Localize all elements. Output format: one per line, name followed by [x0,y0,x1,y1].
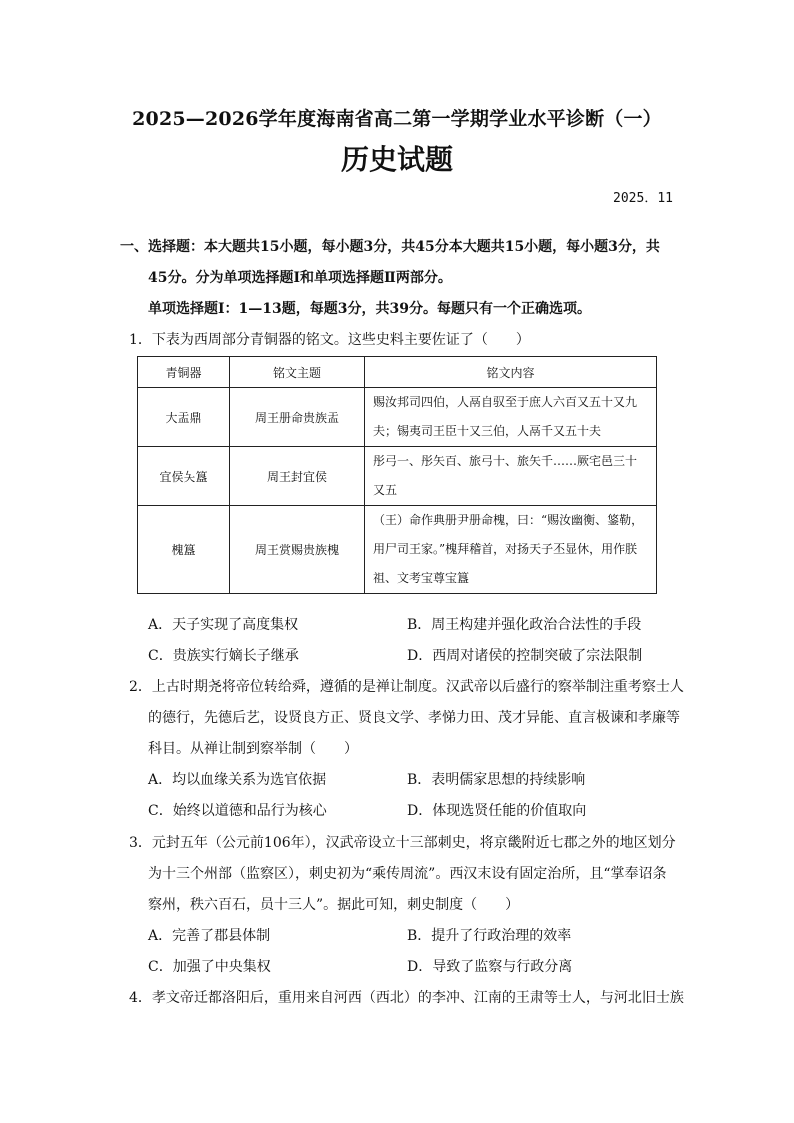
content-line: 彤弓一、彤矢百、旅弓十、旅矢千……厥宅邑三十 [373,454,638,468]
table-header-row [138,357,657,388]
q1-stem: 1．下表为西周部分青铜器的铭文。这些史料主要佐证了（ ） [129,332,530,348]
vessel-cell: 大盂鼎 [138,388,230,447]
q3-stem-line1: 3．元封五年（公元前106年），汉武帝设立十三部刺史，将京畿附近七郡之外的地区划分 [129,835,676,851]
q2-option-b[interactable]: B．表明儒家思想的持续影响 [407,772,586,788]
table-row [138,447,657,506]
q3-option-b[interactable]: B．提升了行政治理的效率 [407,928,572,944]
content-line: 祖、文考宝尊宝簋 [373,571,470,585]
section-heading-line2: 45分。分为单项选择题Ⅰ和单项选择题Ⅱ两部分。 [148,270,452,286]
table-header-cell: 铭文内容 [365,357,657,388]
q3-option-a[interactable]: A．完善了郡县体制 [148,928,271,944]
content-line: （王）命作典册尹册命槐，曰：“赐汝幽衡、鋚勒， [373,513,644,527]
q3-stem-line2: 为十三个州部（监察区），刺史初为“乘传周流”。西汉末设有固定治所，且“掌奉诏条 [148,866,667,882]
content-cell [365,506,657,594]
exam-date: 2025．11 [613,191,673,206]
q1-option-d[interactable]: D．西周对诸侯的控制突破了宗法限制 [407,648,643,664]
q3-stem-line3: 察州，秩六百石，员十三人”。据此可知，刺史制度（ ） [148,897,520,913]
inscription-table [137,356,657,594]
vessel-cell: 宜侯夨簋 [138,447,230,506]
theme-cell: 周王封宜侯 [230,447,365,506]
content-line: 赐汝邦司四伯，人鬲自驭至于庶人六百又五十又九 [373,395,638,409]
q2-stem-line1: 2．上古时期尧将帝位转给舜，遵循的是禅让制度。汉武帝以后盛行的察举制注重考察士人 [129,679,684,695]
q3-option-d[interactable]: D．导致了监察与行政分离 [407,959,573,975]
q2-option-d[interactable]: D．体现选贤任能的价值取向 [407,803,587,819]
section-subheading: 单项选择题Ⅰ：1—13题，每题3分，共39分。每题只有一个正确选项。 [148,301,591,317]
vessel-cell: 槐簋 [138,506,230,594]
q3-option-c[interactable]: C．加强了中央集权 [148,959,271,975]
q4-stem-line1: 4．孝文帝迁都洛阳后，重用来自河西（西北）的李冲、江南的王肃等士人，与河北旧士族 [129,990,684,1006]
theme-cell: 周王赏赐贵族槐 [230,506,365,594]
content-cell [365,388,657,447]
q1-option-c[interactable]: C．贵族实行嫡长子继承 [148,648,299,664]
content-line: 又五 [373,483,398,497]
table-header-cell: 铭文主题 [230,357,365,388]
section-heading-line1: 一、选择题：本大题共15小题，每小题3分，共45分本大题共15小题，每小题3分，共 [120,239,660,255]
content-cell [365,447,657,506]
q2-stem-line2: 的德行，先德后艺，设贤良方正、贤良文学、孝悌力田、茂才异能、直言极谏和孝廉等 [148,710,680,726]
table-row [138,506,657,594]
theme-cell: 周王册命贵族盂 [230,388,365,447]
table-row [138,388,657,447]
q1-option-b[interactable]: B．周王构建并强化政治合法性的手段 [407,617,642,633]
subject-title: 历史试题 [340,143,453,176]
q2-stem-line3: 科目。从禅让制到察举制（ ） [148,741,358,757]
content-line: 用尸司王家。”槐拜稽首，对扬天子丕显休，用作朕 [373,542,638,556]
q2-option-a[interactable]: A．均以血缘关系为选官依据 [148,772,327,788]
exam-title: 2025—2026学年度海南省高二第一学期学业水平诊断（一） [132,108,662,130]
q2-option-c[interactable]: C．始终以道德和品行为核心 [148,803,327,819]
table-header-cell: 青铜器 [138,357,230,388]
q1-option-a[interactable]: A．天子实现了高度集权 [148,617,299,633]
content-line: 夫；锡夷司王臣十又三伯，人鬲千又五十夫 [373,424,602,438]
